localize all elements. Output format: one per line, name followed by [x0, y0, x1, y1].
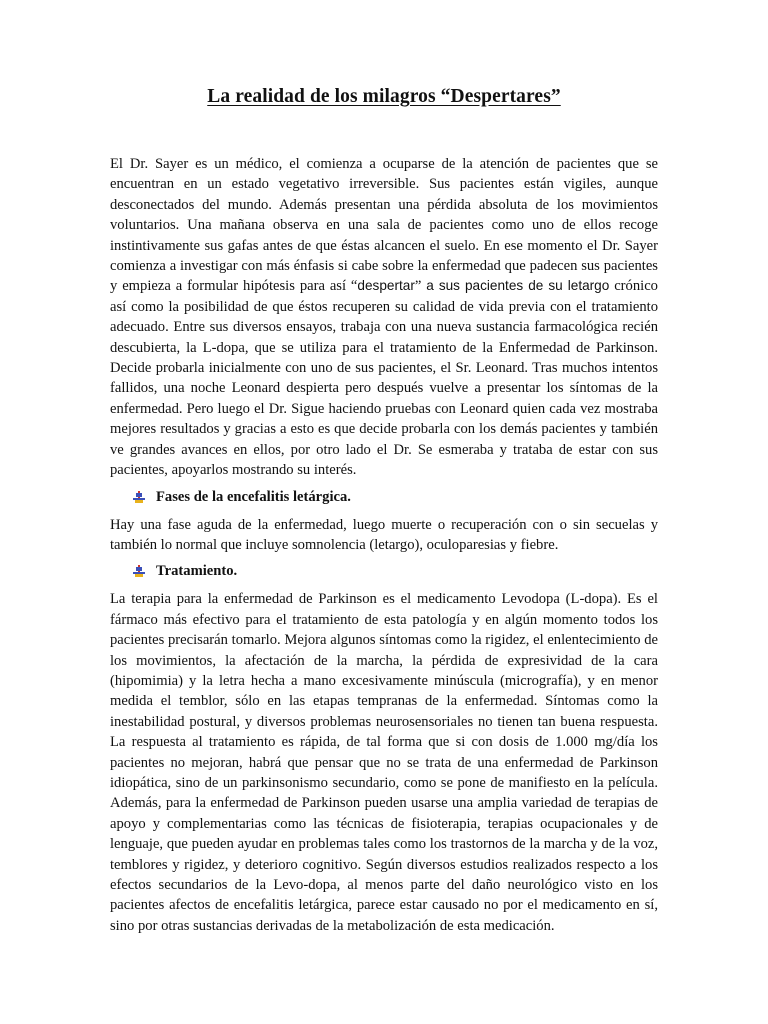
section-heading-tratamiento: [132, 561, 658, 581]
document-page: [110, 86, 658, 936]
colored-bullet-icon: [132, 490, 146, 504]
section-heading-text: Fases de la encefalitis letárgica.: [156, 488, 351, 505]
section-body-fases: Hay una fase aguda de la enfermedad, luego muerte o recuperación con o sin secuelas y también lo normal que incluye somnolencia (letargo), oculoparesias y fiebre.: [110, 516, 658, 553]
section-body-tratamiento: La terapia para la enfermedad de Parkinson es el medicamento Levodopa (L-dopa). Es el fármaco más efectivo para el tratamiento de esta patología y en algún momento todos los pacientes precisarán tomarlo. Mejora algunos síntomas como la rigidez, el enlentecimiento de los movimientos, la afectación de la marcha, la pérdida de expresividad de la cara (hipomimia) y la letra hecha a mano excesivamente minúscula (micrografía), y en menor medida el temblor, sólo en las etapas tempranas de la enfermedad. Síntomas como la inestabilidad postural, y diversos problemas neurosensoriales no tienen tan buena respuesta. La respuesta al tratamiento es rápida, de tal forma que si con dosis de 1.000 mg/día los pacientes no mejoran, habrá que pensar que no se trata de una enfermedad de Parkinson idiopática, sino de un parkinsonismo secundario, como se pone de manifiesto en la película. Además, para la enfermedad de Parkinson pueden usarse una amplia variedad de terapias de apoyo y complementarias como las técnicas de fisioterapia, terapias ocupacionales y de lenguaje, que pueden ayudar en problemas tales como los trastornos de la marcha y de la voz, temblores y rigidez, y deterioro cognitivo. Según diversos estudios realizados respecto a los efectos secundarios de la Levo-dopa, al menos parte del daño neurológico visto en los pacientes afectos de encefalitis letárgica, parece estar causado no por el medicamento en sí, sino por otras sustancias derivadas de la metabolización de esta medicación.: [110, 591, 658, 934]
section-heading-fases: [132, 487, 658, 507]
intro-text-part5: crónico así como la posibilidad de que éstos recuperen su calidad de vida previa con el tratamiento adecuado. Entre sus diversos ensayos, trabaja con una nueva sustancia farmacológica recién descubierta, la L-dopa, que se utiliza para el tratamiento de la Enfermedad de Parkinson. Decide probarla inicialmente con uno de sus pacientes, el Sr. Leonard. Tras muchos intentos fallidos, una noche Leonard despierta pero después vuelve a presentar los síntomas de la enfermedad. Pero luego el Dr. Sigue haciendo pruebas con Leonard quien cada vez mostraba mejores resultados y gracias a esto es que decide probarla con los demás pacientes y también ve grandes avances en ellos, por otro lado el Dr. Se esmeraba y trataba de estar con sus pacientes, apoyarlos mostrando su interés.: [110, 278, 658, 479]
colored-bullet-icon: [132, 564, 146, 578]
intro-text-part3: ”: [414, 278, 427, 295]
section-heading-text: Tratamiento.: [156, 563, 238, 580]
intro-text-part2: despertar: [357, 278, 415, 294]
intro-text-part4: a sus pacientes de su letargo: [426, 278, 610, 294]
intro-text-part1: El Dr. Sayer es un médico, el comienza a ocuparse de la atención de pacientes que se encuentran en un estado vegetativo irreversible. Sus pacientes están vigiles, aunque desconectados del mundo. Además presentan una pérdida absoluta de los movimientos voluntarios. Una mañana observa en una sala de pacientes como uno de ellos recoge instintivamente sus gafas antes de que éstas alcancen el suelo. En ese momento el Dr. Sayer comienza a investigar con más énfasis si cabe sobre la enfermedad que padecen sus pacientes y empieza a formular hipótesis para así “: [110, 156, 658, 295]
document-title: La realidad de los milagros “Despertares”: [207, 86, 561, 107]
intro-paragraph: [110, 154, 658, 481]
